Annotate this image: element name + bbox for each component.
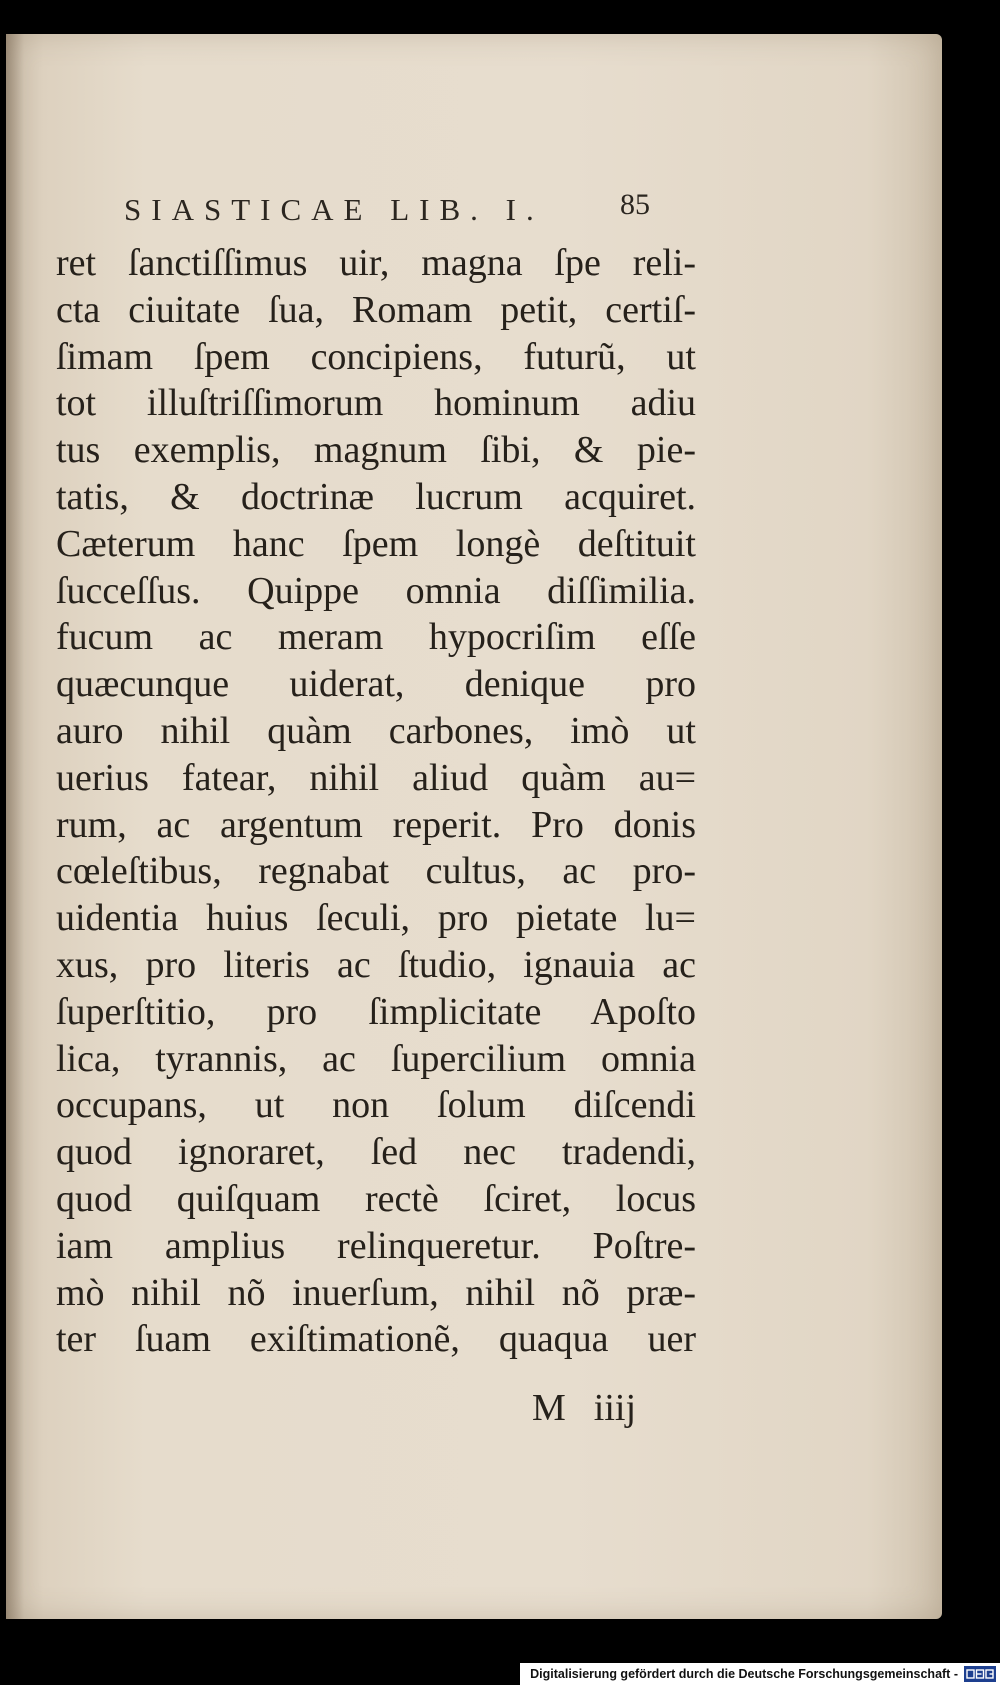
text-line: uerius fatear, nihil aliud quàm au= [56, 756, 696, 799]
body-text [56, 240, 696, 1363]
text-line: fucum ac meram hypocriſim eſſe [56, 616, 696, 659]
text-line: auro nihil quàm carbones, imò ut [56, 709, 696, 752]
text-line: tatis, & doctrinæ lucrum acquiret. [56, 475, 696, 518]
text-line: quod quiſquam rectè ſciret, locus [56, 1177, 696, 1220]
footer-credit-bar [520, 1663, 1000, 1685]
text-line: quæcunque uiderat, denique pro [56, 663, 696, 706]
text-line: tot illuſtriſſimorum hominum adiu [56, 382, 696, 425]
dfg-logo-icon [964, 1666, 996, 1682]
page-gutter-shadow [6, 34, 24, 1619]
text-line: cœleſtibus, regnabat cultus, ac pro- [56, 850, 696, 893]
signature-letter: M [532, 1387, 566, 1429]
page-number: 85 [620, 188, 650, 221]
book-page [6, 34, 942, 1619]
text-line: uidentia huius ſeculi, pro pietate lu= [56, 897, 696, 940]
text-line: quod ignoraret, ſed nec tradendi, [56, 1131, 696, 1174]
text-line: tus exemplis, magnum ſibi, & pie- [56, 429, 696, 472]
text-line: ſimam ſpem concipiens, futurũ, ut [56, 335, 696, 378]
text-line: lica, tyrannis, ac ſupercilium omnia [56, 1037, 696, 1080]
running-head-title: SIASTICAE LIB. I. [124, 192, 544, 227]
running-head [124, 188, 684, 232]
text-line: ter ſuam exiſtimationẽ, quaqua uer [56, 1318, 696, 1361]
dfg-logo-glyph [966, 1668, 994, 1680]
text-line: xus, pro literis ac ſtudio, ignauia ac [56, 943, 696, 986]
text-line: mò nihil nõ inuerſum, nihil nõ præ- [56, 1271, 696, 1314]
text-line: Cæterum hanc ſpem longè deſtituit [56, 522, 696, 565]
text-line: ſucceſſus. Quippe omnia diſſimilia. [56, 569, 696, 612]
signature-mark [532, 1386, 636, 1430]
text-line: ſuperſtitio, pro ſimplicitate Apoſto [56, 990, 696, 1033]
text-line: rum, ac argentum reperit. Pro donis [56, 803, 696, 846]
footer-credit: Digitalisierung gefördert durch die Deutsche Forschungsgemeinschaft - [530, 1667, 958, 1681]
text-line: cta ciuitate ſua, Romam petit, certiſ- [56, 288, 696, 331]
text-line: occupans, ut non ſolum diſcendi [56, 1084, 696, 1127]
signature-number: iiij [593, 1387, 637, 1429]
text-line: ret ſanctiſſimus uir, magna ſpe reli- [56, 242, 696, 284]
text-line: iam amplius relinqueretur. Poſtre- [56, 1224, 696, 1267]
